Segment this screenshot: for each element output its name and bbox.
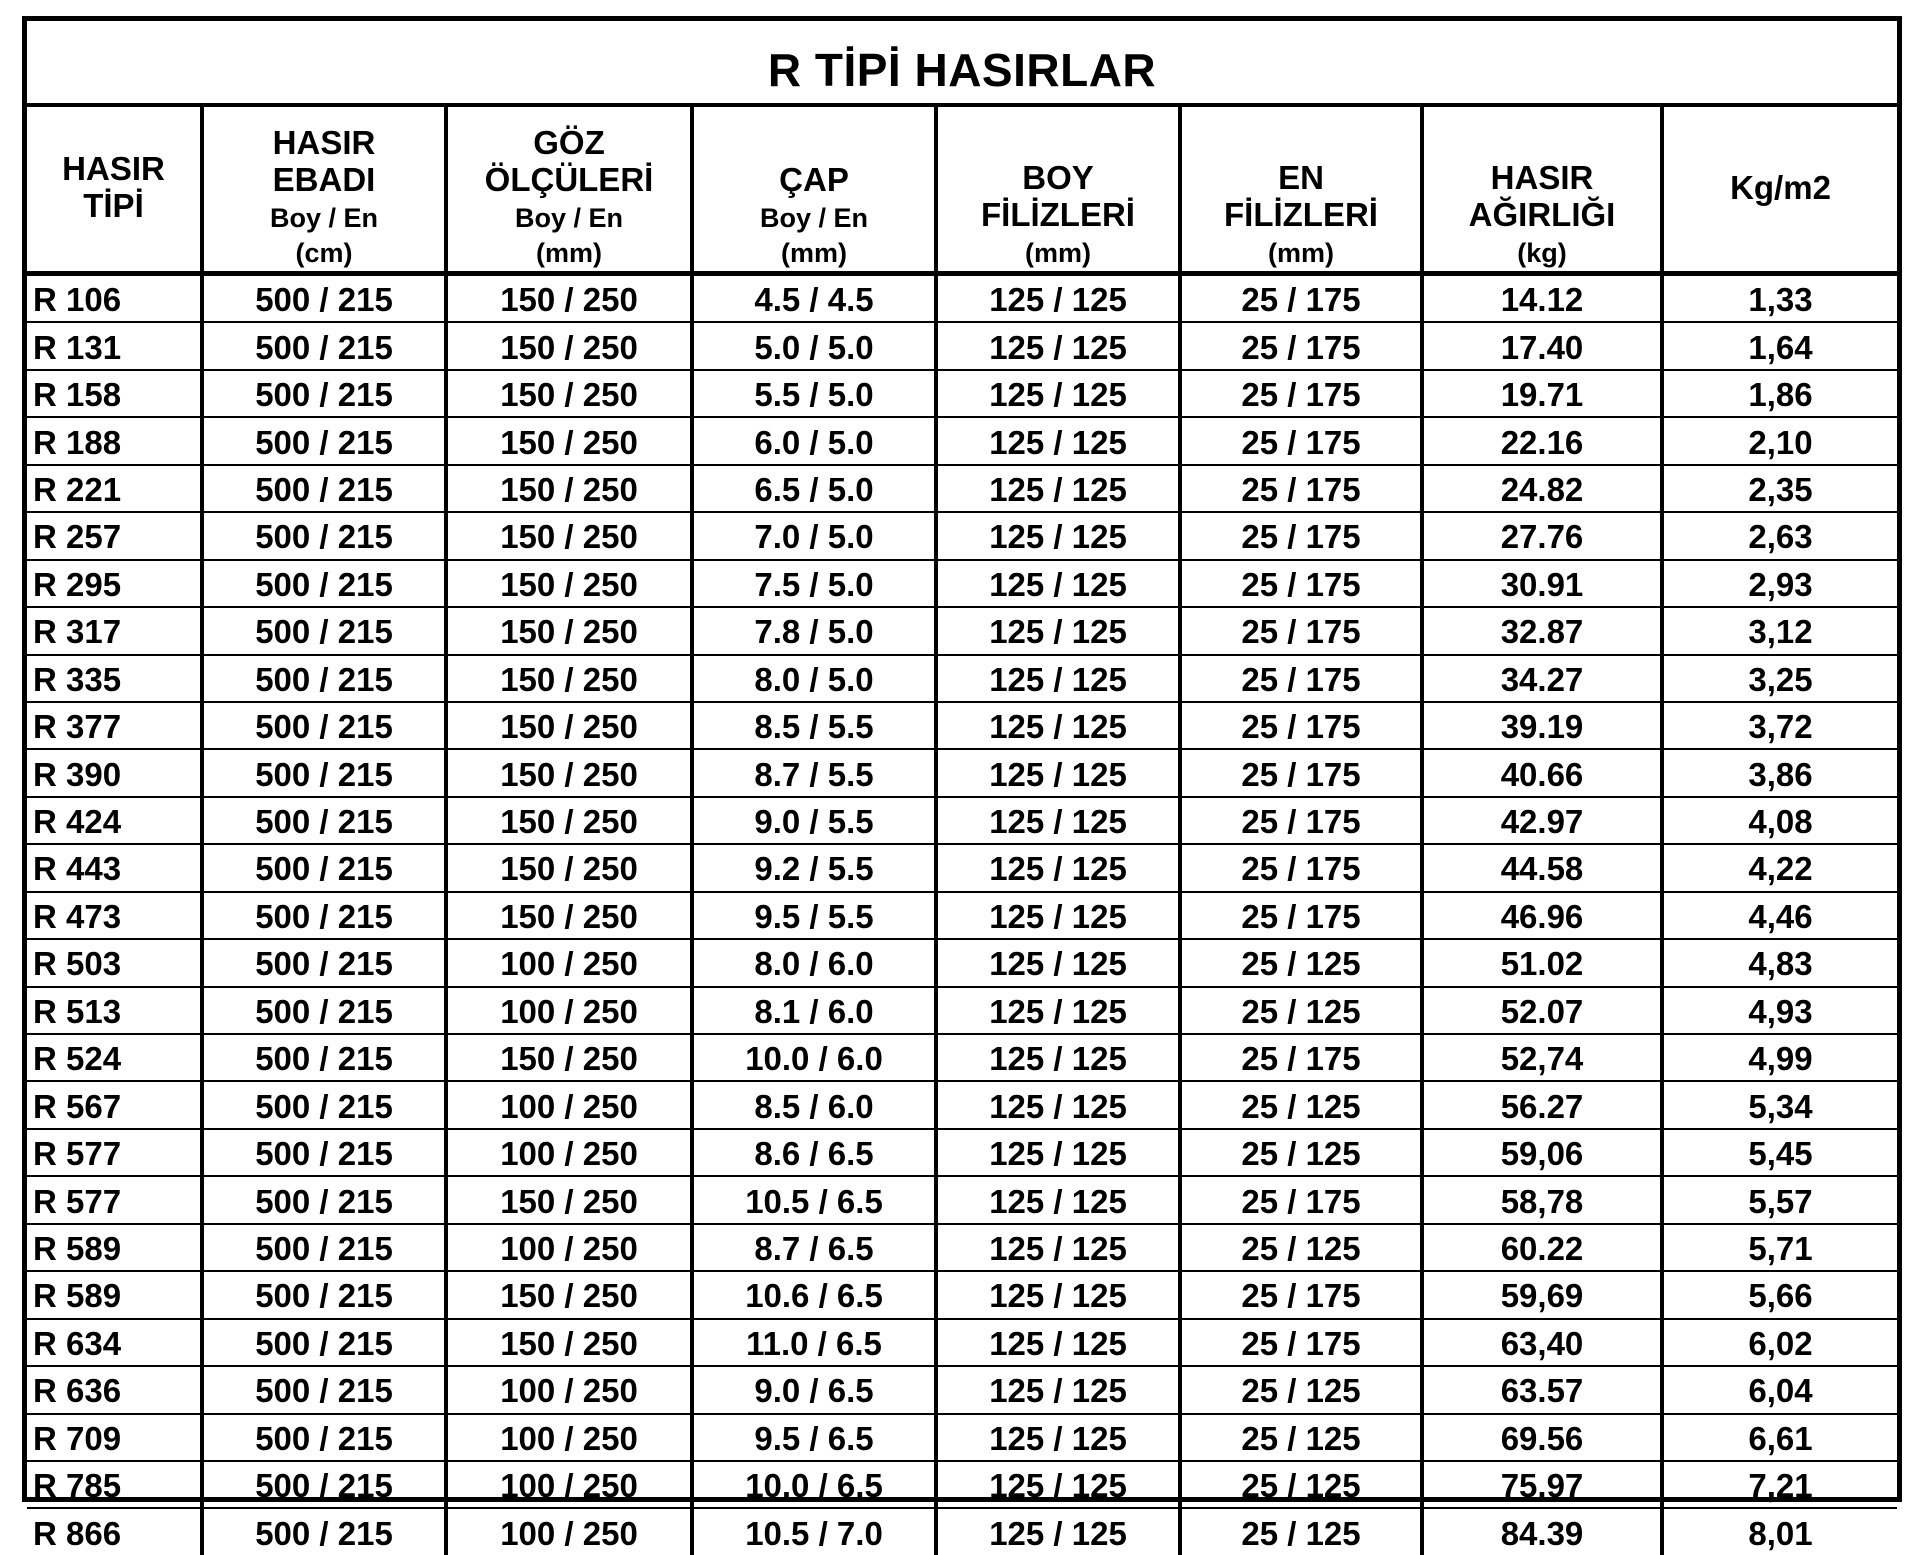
table-cell: 500 / 215: [202, 1508, 446, 1554]
table-cell: 39.19: [1422, 702, 1662, 749]
mesh-type-cell: R 473: [27, 892, 202, 939]
header-subline: Boy / En: [759, 202, 868, 233]
table-cell: 150 / 250: [446, 844, 692, 891]
table-cell: 150 / 250: [446, 370, 692, 417]
table-cell: 125 / 125: [936, 749, 1180, 796]
table-cell: 25 / 175: [1180, 322, 1422, 369]
table-cell: 46.96: [1422, 892, 1662, 939]
header-line: HASIR: [1490, 159, 1594, 197]
table-cell: 150 / 250: [446, 607, 692, 654]
table-cell: 6,02: [1662, 1319, 1897, 1366]
table-cell: 150 / 250: [446, 465, 692, 512]
mesh-type-cell: R 636: [27, 1366, 202, 1413]
mesh-spec-table: [27, 107, 1897, 1555]
table-cell: 7.5 / 5.0: [692, 560, 936, 607]
column-header-7: [1662, 107, 1897, 274]
table-cell: 3,12: [1662, 607, 1897, 654]
table-cell: 500 / 215: [202, 1176, 446, 1223]
table-cell: 25 / 125: [1180, 939, 1422, 986]
table-row: [27, 702, 1897, 749]
table-cell: 25 / 175: [1180, 1034, 1422, 1081]
table-cell: 150 / 250: [446, 1271, 692, 1318]
table-cell: 25 / 175: [1180, 797, 1422, 844]
table-cell: 19.71: [1422, 370, 1662, 417]
table-cell: 500 / 215: [202, 417, 446, 464]
table-cell: 125 / 125: [936, 274, 1180, 323]
table-cell: 8.6 / 6.5: [692, 1129, 936, 1176]
table-cell: 4,08: [1662, 797, 1897, 844]
header-line: BOY: [1022, 159, 1094, 197]
table-cell: 84.39: [1422, 1508, 1662, 1554]
table-cell: 25 / 175: [1180, 560, 1422, 607]
table-row: [27, 987, 1897, 1034]
table-cell: 8.5 / 6.0: [692, 1081, 936, 1128]
table-cell: 8.7 / 6.5: [692, 1224, 936, 1271]
table-cell: 75.97: [1422, 1461, 1662, 1508]
table-cell: 500 / 215: [202, 939, 446, 986]
table-cell: 500 / 215: [202, 1224, 446, 1271]
mesh-type-cell: R 390: [27, 749, 202, 796]
table-cell: 5,34: [1662, 1081, 1897, 1128]
table-row: [27, 1034, 1897, 1081]
table-cell: 100 / 250: [446, 987, 692, 1034]
mesh-type-cell: R 295: [27, 560, 202, 607]
column-header-6: [1422, 107, 1662, 274]
table-cell: 5,71: [1662, 1224, 1897, 1271]
table-cell: 500 / 215: [202, 797, 446, 844]
mesh-type-cell: R 443: [27, 844, 202, 891]
table-row: [27, 417, 1897, 464]
table-cell: 150 / 250: [446, 1034, 692, 1081]
table-cell: 4,46: [1662, 892, 1897, 939]
table-cell: 100 / 250: [446, 1461, 692, 1508]
mesh-type-cell: R 377: [27, 702, 202, 749]
table-cell: 10.5 / 6.5: [692, 1176, 936, 1223]
table-cell: 44.58: [1422, 844, 1662, 891]
table-cell: 63,40: [1422, 1319, 1662, 1366]
table-cell: 125 / 125: [936, 844, 1180, 891]
table-cell: 1,33: [1662, 274, 1897, 323]
table-cell: 2,93: [1662, 560, 1897, 607]
mesh-type-cell: R 577: [27, 1129, 202, 1176]
table-cell: 5,45: [1662, 1129, 1897, 1176]
table-cell: 25 / 125: [1180, 1414, 1422, 1461]
table-cell: 6,61: [1662, 1414, 1897, 1461]
table-cell: 125 / 125: [936, 1224, 1180, 1271]
mesh-type-cell: R 785: [27, 1461, 202, 1508]
column-header-3: [692, 107, 936, 274]
table-cell: 4,22: [1662, 844, 1897, 891]
table-cell: 8.1 / 6.0: [692, 987, 936, 1034]
table-row: [27, 465, 1897, 512]
table-cell: 500 / 215: [202, 322, 446, 369]
table-cell: 100 / 250: [446, 1129, 692, 1176]
table-cell: 150 / 250: [446, 797, 692, 844]
header-subline: (cm): [295, 237, 353, 268]
table-cell: 58,78: [1422, 1176, 1662, 1223]
table-cell: 22.16: [1422, 417, 1662, 464]
table-cell: 500 / 215: [202, 1414, 446, 1461]
header-line: GÖZ: [533, 124, 605, 161]
table-cell: 59,69: [1422, 1271, 1662, 1318]
table-cell: 150 / 250: [446, 322, 692, 369]
table-cell: 25 / 125: [1180, 987, 1422, 1034]
table-row: [27, 939, 1897, 986]
mesh-type-cell: R 335: [27, 655, 202, 702]
table-cell: 125 / 125: [936, 512, 1180, 559]
table-cell: 500 / 215: [202, 1319, 446, 1366]
table-cell: 500 / 215: [202, 512, 446, 559]
table-cell: 25 / 175: [1180, 1271, 1422, 1318]
table-cell: 150 / 250: [446, 892, 692, 939]
table-cell: 5,57: [1662, 1176, 1897, 1223]
table-cell: 60.22: [1422, 1224, 1662, 1271]
table-cell: 5.0 / 5.0: [692, 322, 936, 369]
header-subline: (mm): [781, 237, 847, 268]
table-cell: 27.76: [1422, 512, 1662, 559]
table-cell: 3,86: [1662, 749, 1897, 796]
table-row: [27, 1081, 1897, 1128]
table-cell: 100 / 250: [446, 939, 692, 986]
table-row: [27, 370, 1897, 417]
table-cell: 125 / 125: [936, 987, 1180, 1034]
table-cell: 150 / 250: [446, 1176, 692, 1223]
header-subline: Boy / En: [269, 202, 378, 233]
table-cell: 100 / 250: [446, 1081, 692, 1128]
table-cell: 4.5 / 4.5: [692, 274, 936, 323]
table-title: R TİPİ HASIRLAR: [27, 21, 1897, 107]
table-cell: 24.82: [1422, 465, 1662, 512]
table-cell: 500 / 215: [202, 465, 446, 512]
table-cell: 3,25: [1662, 655, 1897, 702]
table-cell: 69.56: [1422, 1414, 1662, 1461]
column-header-5: [1180, 107, 1422, 274]
table-cell: 25 / 175: [1180, 370, 1422, 417]
table-cell: 1,86: [1662, 370, 1897, 417]
table-cell: 500 / 215: [202, 655, 446, 702]
table-cell: 9.2 / 5.5: [692, 844, 936, 891]
header-line: FİLİZLERİ: [981, 196, 1135, 233]
table-cell: 25 / 125: [1180, 1129, 1422, 1176]
table-cell: 500 / 215: [202, 892, 446, 939]
table-cell: 10.6 / 6.5: [692, 1271, 936, 1318]
mesh-type-cell: R 634: [27, 1319, 202, 1366]
table-cell: 500 / 215: [202, 370, 446, 417]
table-cell: 17.40: [1422, 322, 1662, 369]
column-header-1: [202, 107, 446, 274]
table-cell: 9.0 / 5.5: [692, 797, 936, 844]
table-cell: 125 / 125: [936, 560, 1180, 607]
mesh-type-cell: R 106: [27, 274, 202, 323]
table-cell: 150 / 250: [446, 274, 692, 323]
table-cell: 4,93: [1662, 987, 1897, 1034]
table-cell: 7.0 / 5.0: [692, 512, 936, 559]
table-cell: 125 / 125: [936, 797, 1180, 844]
table-row: [27, 607, 1897, 654]
table-row: [27, 1224, 1897, 1271]
table-cell: 14.12: [1422, 274, 1662, 323]
table-cell: 2,10: [1662, 417, 1897, 464]
table-cell: 2,35: [1662, 465, 1897, 512]
table-cell: 25 / 175: [1180, 892, 1422, 939]
table-cell: 40.66: [1422, 749, 1662, 796]
table-cell: 125 / 125: [936, 1271, 1180, 1318]
table-row: [27, 1319, 1897, 1366]
table-cell: 42.97: [1422, 797, 1662, 844]
table-cell: 63.57: [1422, 1366, 1662, 1413]
table-cell: 125 / 125: [936, 370, 1180, 417]
table-cell: 4,99: [1662, 1034, 1897, 1081]
table-row: [27, 1271, 1897, 1318]
table-cell: 500 / 215: [202, 560, 446, 607]
table-cell: 125 / 125: [936, 702, 1180, 749]
column-header-2: [446, 107, 692, 274]
table-cell: 100 / 250: [446, 1414, 692, 1461]
table-cell: 25 / 125: [1180, 1461, 1422, 1508]
table-cell: 25 / 125: [1180, 1224, 1422, 1271]
table-cell: 25 / 175: [1180, 1176, 1422, 1223]
table-cell: 125 / 125: [936, 322, 1180, 369]
mesh-type-cell: R 524: [27, 1034, 202, 1081]
mesh-spec-sheet: [22, 16, 1902, 1552]
table-cell: 25 / 175: [1180, 844, 1422, 891]
table-cell: 150 / 250: [446, 1319, 692, 1366]
table-cell: 7,21: [1662, 1461, 1897, 1508]
header-subline: (mm): [1268, 237, 1334, 268]
table-cell: 125 / 125: [936, 417, 1180, 464]
mesh-type-cell: R 188: [27, 417, 202, 464]
table-cell: 8.0 / 5.0: [692, 655, 936, 702]
mesh-type-cell: R 866: [27, 1508, 202, 1554]
table-cell: 8,01: [1748, 1514, 1813, 1552]
table-cell: 25 / 175: [1180, 417, 1422, 464]
header-subline: (mm): [1025, 237, 1091, 268]
header-line: HASIR: [62, 150, 165, 188]
table-cell: 125 / 125: [936, 1366, 1180, 1413]
table-row: [27, 560, 1897, 607]
table-cell: 10.0 / 6.0: [692, 1034, 936, 1081]
table-row: [27, 1461, 1897, 1508]
table-cell: 150 / 250: [446, 655, 692, 702]
header-subline: Boy / En: [514, 202, 623, 233]
table-cell: 25 / 125: [1180, 1081, 1422, 1128]
table-cell: 52.07: [1422, 987, 1662, 1034]
header-line: ÇAP: [779, 160, 849, 198]
table-cell: 150 / 250: [446, 560, 692, 607]
table-row: [27, 844, 1897, 891]
table-cell: 500 / 215: [202, 702, 446, 749]
table-body: [27, 274, 1897, 1555]
header-line: Kg/m2: [1730, 168, 1831, 206]
table-cell: 25 / 175: [1180, 749, 1422, 796]
table-cell: 150 / 250: [446, 749, 692, 796]
mesh-type-cell: R 158: [27, 370, 202, 417]
mesh-type-cell: R 513: [27, 987, 202, 1034]
table-row: [27, 322, 1897, 369]
header-subline: (kg): [1517, 237, 1567, 268]
table-cell: 6.5 / 5.0: [692, 465, 936, 512]
mesh-type-cell: R 589: [27, 1271, 202, 1318]
table-cell: 11.0 / 6.5: [692, 1319, 936, 1366]
table-cell: 125 / 125: [936, 607, 1180, 654]
header-line: EN: [1278, 159, 1324, 197]
mesh-type-cell: R 567: [27, 1081, 202, 1128]
table-cell: 9.0 / 6.5: [692, 1366, 936, 1413]
table-cell: 500 / 215: [202, 1034, 446, 1081]
mesh-type-cell: R 424: [27, 797, 202, 844]
table-cell: 100 / 250: [446, 1508, 692, 1554]
mesh-type-cell: R 589: [27, 1224, 202, 1271]
table-cell: 125 / 125: [936, 1176, 1180, 1223]
table-row: [27, 1366, 1897, 1413]
mesh-type-cell: R 503: [27, 939, 202, 986]
table-cell: 52,74: [1422, 1034, 1662, 1081]
table-cell: 125 / 125: [936, 1034, 1180, 1081]
table-cell: 25 / 175: [1180, 655, 1422, 702]
table-cell: 25 / 125: [1180, 1508, 1422, 1554]
table-cell: 125 / 125: [936, 465, 1180, 512]
mesh-type-cell: R 131: [27, 322, 202, 369]
header-subline: (mm): [536, 237, 602, 268]
table-cell: 25 / 175: [1180, 1319, 1422, 1366]
table-cell: 25 / 175: [1180, 274, 1422, 323]
mesh-type-cell: R 221: [27, 465, 202, 512]
table-cell: 25 / 175: [1180, 465, 1422, 512]
table-cell: 5.5 / 5.0: [692, 370, 936, 417]
column-header-0: [27, 107, 202, 274]
table-cell: 125 / 125: [936, 1414, 1180, 1461]
table-cell: 8.7 / 5.5: [692, 749, 936, 796]
header-line: FİLİZLERİ: [1224, 196, 1378, 233]
table-cell: 125 / 125: [936, 892, 1180, 939]
mesh-type-cell: R 577: [27, 1176, 202, 1223]
table-row: [27, 512, 1897, 559]
header-line: TİPİ: [83, 187, 144, 224]
table-cell: 25 / 125: [1180, 1366, 1422, 1413]
table-cell: 500 / 215: [202, 274, 446, 323]
table-cell: 2,63: [1662, 512, 1897, 559]
table-row: [27, 1414, 1897, 1461]
table-cell: 30.91: [1422, 560, 1662, 607]
table-row: [27, 1176, 1897, 1223]
table-cell: 125 / 125: [936, 1081, 1180, 1128]
table-cell: 125 / 125: [936, 1129, 1180, 1176]
header-line: ÖLÇÜLERİ: [484, 160, 654, 198]
mesh-type-cell: R 257: [27, 512, 202, 559]
table-cell: 150 / 250: [446, 512, 692, 559]
header-line: AĞIRLIĞI: [1468, 196, 1616, 233]
table-cell: 8.5 / 5.5: [692, 702, 936, 749]
table-cell: 500 / 215: [202, 1129, 446, 1176]
table-cell: 7.8 / 5.0: [692, 607, 936, 654]
table-cell: 150 / 250: [446, 702, 692, 749]
table-cell: 125 / 125: [936, 655, 1180, 702]
table-cell: 9.5 / 6.5: [692, 1414, 936, 1461]
table-cell: 500 / 215: [202, 844, 446, 891]
table-cell: 100 / 250: [446, 1366, 692, 1413]
table-cell: 51.02: [1422, 939, 1662, 986]
table-cell: 125 / 125: [936, 1508, 1180, 1554]
table-row: [27, 274, 1897, 323]
table-cell: 25 / 175: [1180, 607, 1422, 654]
table-cell: 500 / 215: [202, 1461, 446, 1508]
table-row: [27, 797, 1897, 844]
table-row: [27, 1129, 1897, 1176]
table-cell: 500 / 215: [202, 607, 446, 654]
table-cell: 6,04: [1662, 1366, 1897, 1413]
table-cell: 125 / 125: [936, 1319, 1180, 1366]
table-cell: 25 / 175: [1180, 702, 1422, 749]
table-cell: 100 / 250: [446, 1224, 692, 1271]
table-cell: 10.5 / 7.0: [692, 1508, 936, 1554]
table-row: [27, 892, 1897, 939]
table-cell: 34.27: [1422, 655, 1662, 702]
table-row: [27, 1508, 1897, 1554]
table-cell: 8.0 / 6.0: [692, 939, 936, 986]
table-cell: 1,64: [1662, 322, 1897, 369]
table-cell: 25 / 175: [1180, 512, 1422, 559]
table-cell: 59,06: [1422, 1129, 1662, 1176]
table-cell: 500 / 215: [202, 1366, 446, 1413]
mesh-type-cell: R 317: [27, 607, 202, 654]
table-cell: 500 / 215: [202, 987, 446, 1034]
table-cell: 10.0 / 6.5: [692, 1461, 936, 1508]
table-row: [27, 749, 1897, 796]
mesh-type-cell: R 709: [27, 1414, 202, 1461]
table-cell: 3,72: [1662, 702, 1897, 749]
header-row: [27, 107, 1897, 274]
table-cell: 500 / 215: [202, 749, 446, 796]
table-cell: 150 / 250: [446, 417, 692, 464]
table-cell: 125 / 125: [936, 939, 1180, 986]
column-header-4: [936, 107, 1180, 274]
table-row: [27, 655, 1897, 702]
table-cell: 6.0 / 5.0: [692, 417, 936, 464]
table-cell: 32.87: [1422, 607, 1662, 654]
table-cell: 9.5 / 5.5: [692, 892, 936, 939]
header-line: EBADI: [272, 160, 376, 198]
table-cell: 5,66: [1662, 1271, 1897, 1318]
table-cell: 125 / 125: [936, 1461, 1180, 1508]
table-cell: 4,83: [1662, 939, 1897, 986]
table-cell: 500 / 215: [202, 1271, 446, 1318]
header-line: HASIR: [272, 124, 376, 161]
table-cell: 56.27: [1422, 1081, 1662, 1128]
table-cell: 500 / 215: [202, 1081, 446, 1128]
